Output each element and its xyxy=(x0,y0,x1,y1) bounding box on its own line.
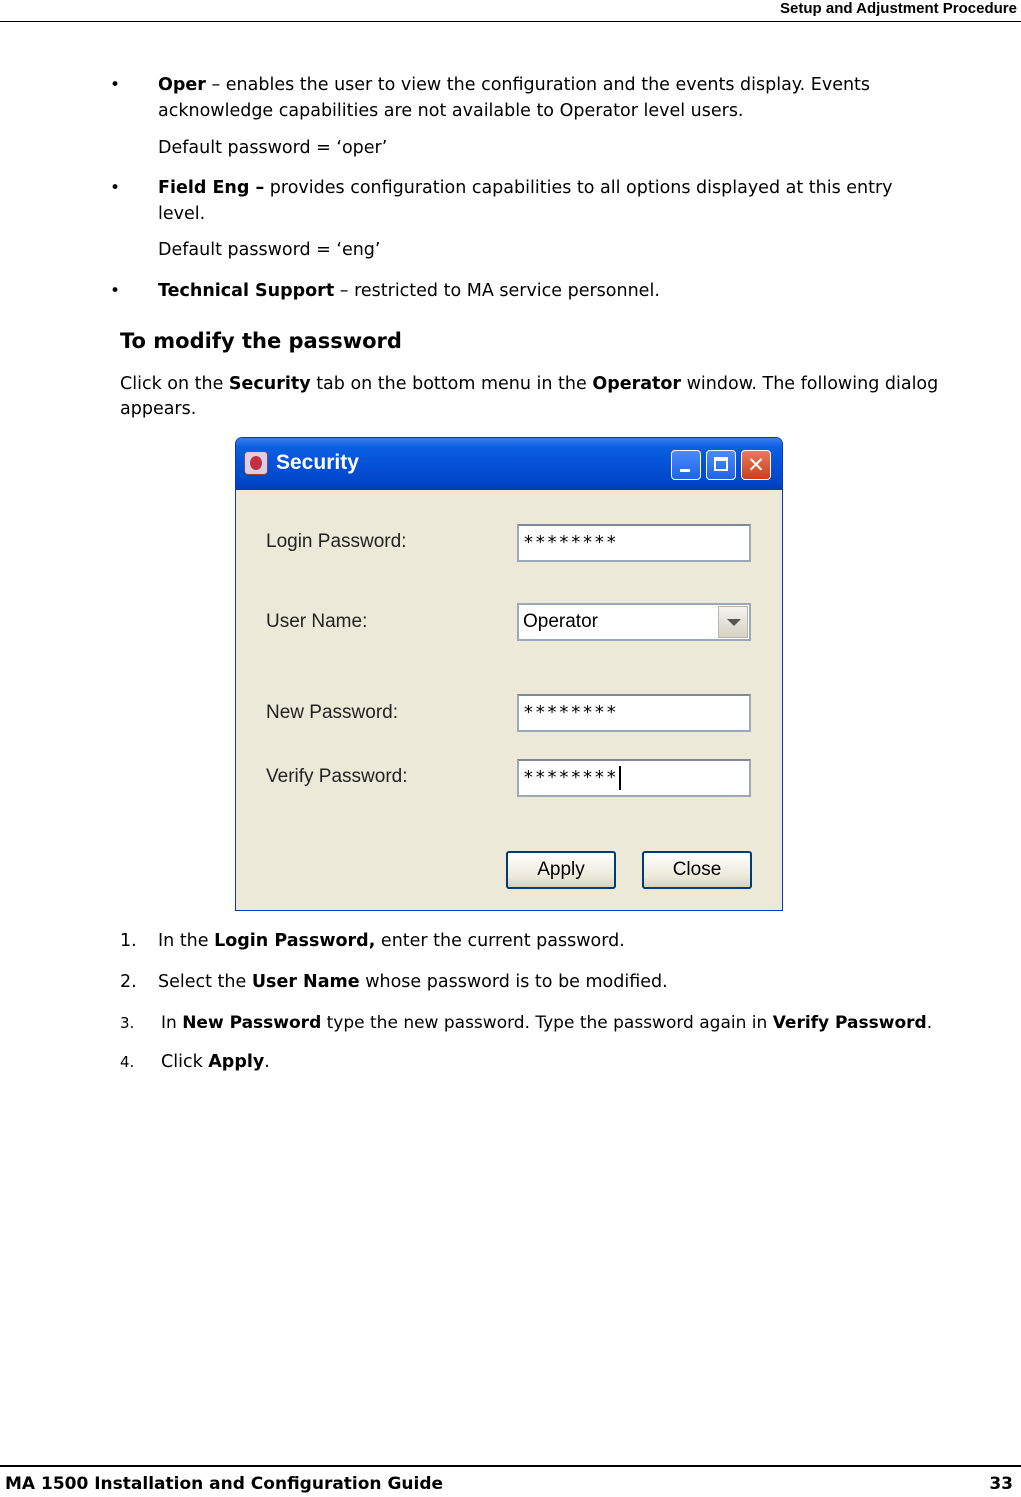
header-rule xyxy=(0,21,1021,22)
bullet-dot-icon: • xyxy=(110,75,121,95)
bullet-field-eng-text: Field Eng – provides configuration capabilities to all options displayed at this entry level. xyxy=(158,178,893,224)
close-button[interactable]: Close xyxy=(642,851,752,889)
verify-password-field[interactable]: ******** xyxy=(517,759,751,797)
user-name-value: Operator xyxy=(523,611,598,632)
close-icon[interactable]: ✕ xyxy=(741,450,771,480)
bullet-oper-text: Oper – enables the user to view the configuration and the events display. Events acknowledge capabilities are not available to Operator level users. xyxy=(158,75,871,121)
login-password-label: Login Password: xyxy=(266,531,407,552)
bullet-term: Oper xyxy=(158,75,206,95)
default-password-oper: Default password = ‘oper’ xyxy=(158,138,388,158)
app-icon xyxy=(244,451,268,475)
text-caret xyxy=(619,766,621,790)
dialog-titlebar[interactable] xyxy=(236,438,782,490)
user-name-label: User Name: xyxy=(266,611,368,632)
bullet-term: Technical Support xyxy=(158,281,335,301)
section-paragraph: Click on the Security tab on the bottom menu in the Operator window. The following dialog appears. xyxy=(120,374,939,419)
bullet-dot-icon: • xyxy=(110,281,121,301)
login-password-field[interactable]: ******** xyxy=(517,524,751,562)
dialog-title: Security xyxy=(276,451,359,474)
new-password-label: New Password: xyxy=(266,702,398,723)
chevron-down-icon[interactable] xyxy=(718,606,748,638)
footer-guide-title: MA 1500 Installation and Configuration Guide xyxy=(5,1474,444,1494)
maximize-icon[interactable] xyxy=(706,450,736,480)
page-number: 33 xyxy=(989,1474,1013,1494)
page-header-title: Setup and Adjustment Procedure xyxy=(780,0,1017,17)
bullet-dot-icon: • xyxy=(110,178,121,198)
section-heading: To modify the password xyxy=(120,329,402,353)
apply-button[interactable]: Apply xyxy=(506,851,616,889)
minimize-icon[interactable] xyxy=(671,450,701,480)
default-password-eng: Default password = ‘eng’ xyxy=(158,240,381,260)
bullet-term: Field Eng – xyxy=(158,178,265,198)
user-name-select[interactable] xyxy=(517,603,751,641)
verify-password-label: Verify Password: xyxy=(266,766,408,787)
bullet-technical-support-text: Technical Support – restricted to MA service personnel. xyxy=(158,281,660,301)
new-password-field[interactable]: ******** xyxy=(517,694,751,732)
footer-rule xyxy=(0,1465,1021,1467)
security-dialog xyxy=(235,437,783,911)
